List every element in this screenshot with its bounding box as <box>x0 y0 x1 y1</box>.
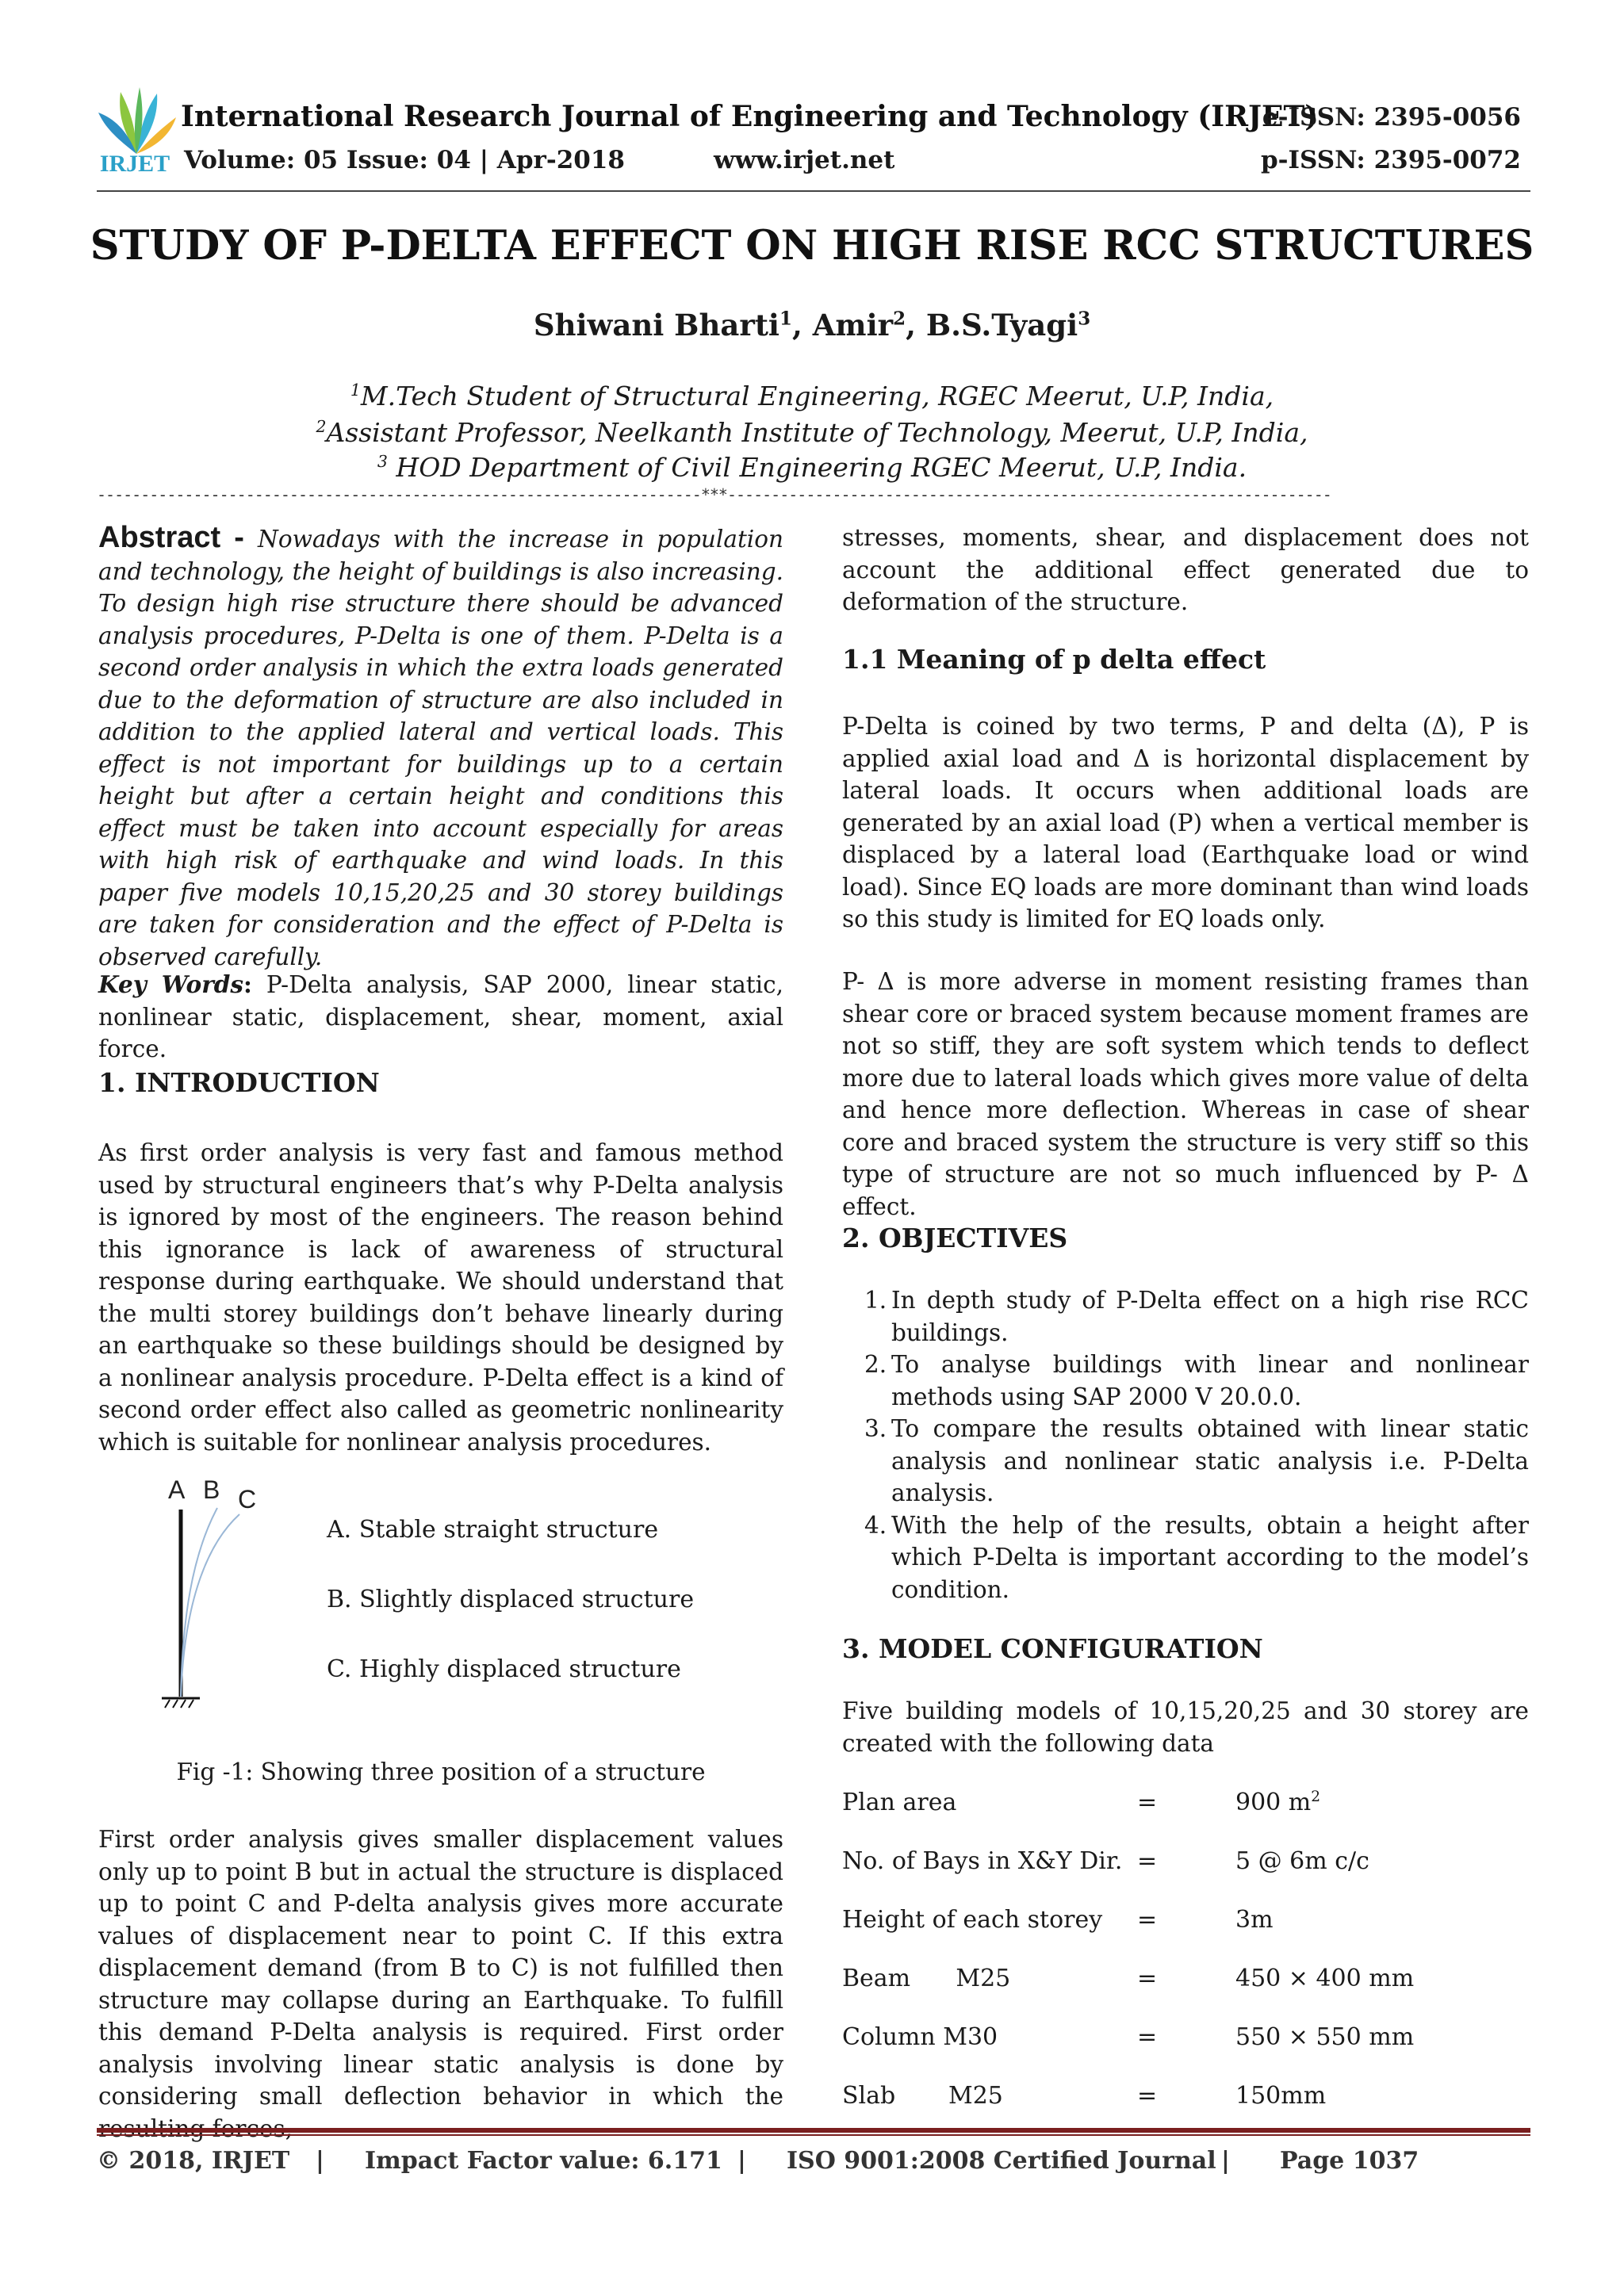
list-text: With the help of the results, obtain a height after which P-Delta is important according to the model’s condition. <box>891 1511 1529 1603</box>
figure-label-c: C. Highly displaced structure <box>327 1655 681 1683</box>
list-text: In depth study of P-Delta effect on a high rise RCC buildings. <box>891 1287 1529 1346</box>
header-rule <box>97 190 1530 192</box>
figure-letter-a: A <box>168 1476 186 1504</box>
footer-rule <box>97 2128 1530 2133</box>
list-item <box>842 1349 1529 1413</box>
journal-name: International Research Journal of Engineering and Technology (IRJET) <box>181 100 1319 133</box>
footer-copyright: © 2018, IRJET <box>97 2147 290 2175</box>
section-heading-introduction: 1. INTRODUCTION <box>98 1067 380 1098</box>
author-sup: 1 <box>779 308 792 330</box>
author-name: B.S.Tyagi <box>925 308 1078 342</box>
journal-website-link[interactable]: www.irjet.net <box>714 146 895 174</box>
objectives-list <box>842 1284 1529 1605</box>
table-value: 550 × 550 mm <box>1235 2023 1415 2051</box>
table-eq: = <box>1137 1789 1158 1816</box>
figure-letter-c: C <box>238 1485 257 1513</box>
abstract <box>98 522 783 973</box>
logo-leaves-icon <box>94 86 179 157</box>
continuation-paragraph: stresses, moments, shear, and displacement does not account the additional effect generated due to deformation of the structure. <box>842 524 1529 615</box>
table-eq: = <box>1137 2082 1158 2110</box>
footer-rule <box>97 2134 1530 2136</box>
figure-letter-b: B <box>203 1476 220 1504</box>
affiliation-text: M.Tech Student of Structural Engineering, RGEC Meerut, U.P, India, <box>360 381 1274 411</box>
volume-issue: Volume: 05 Issue: 04 | Apr-2018 <box>184 146 626 174</box>
table-value: 150mm <box>1235 2082 1327 2110</box>
affiliation-text: Assistant Professor, Neelkanth Institute of Technology, Meerut, U.P, India, <box>326 417 1308 448</box>
keywords-label: Key Words <box>98 970 243 998</box>
intro-paragraph-2: First order analysis gives smaller displacement values only up to point B but in actual the structure is displaced up to point C and P-delta analysis gives more accurate values of displacement near to point C. If this extra displacement demand (from B to C) is not fulfilled then structure may collapse during an Earthquake. To fulfill this demand P-Delta analysis is required. First order analysis involving linear static analysis is done by considering small deflection behavior in which the <box>98 1826 783 2110</box>
footer-iso: ISO 9001:2008 Certified Journal <box>787 2147 1216 2175</box>
logo-text: IRJET <box>99 151 170 177</box>
meaning-paragraph-2: P- Δ is more adverse in moment resisting frames than shear core or braced system because moment frames are not so stiff, they are soft system which tends to deflect more due to lateral loads which gives more value of delta and hence more deflection. Whereas in case of shear core and braced system the structure is very stiff so this type of structure are not so much influenced by P- Δ effect. <box>842 968 1529 1220</box>
table-value: 450 × 400 mm <box>1235 1965 1415 1992</box>
table-label: Column M30 <box>842 2023 998 2051</box>
section-heading-objectives: 2. OBJECTIVES <box>842 1223 1068 1253</box>
affiliation-sup: 2 <box>316 417 327 436</box>
abstract-text: Nowadays with the increase in population and technology, the height of buildings is also increasing. To design high rise structure there should be advanced analysis procedures, P-Delta is one of them. P-Delta is a second order analysis in which the extra loads generated due to the deformation of structure are also included in addition to the applied lateral and vertical loads. This effect is not important for buildings up to a certain height but after a certain height and conditions this effect must be taken into account especially for areas with high risk of earthquake and wind loads. In this paper five models 10,15,20,25 and 30 storey buildings are taken for consideration and the effect of P-Delta is observed carefully. <box>98 526 783 970</box>
footer-page-number: Page 1037 <box>1280 2147 1419 2175</box>
table-value: 5 @ 6m c/c <box>1235 1847 1369 1875</box>
list-number: 3. <box>864 1415 887 1442</box>
affiliation <box>0 452 1624 483</box>
affiliation-text: HOD Department of Civil Engineering RGEC Meerut, U.P, India. <box>387 452 1247 483</box>
footer-separator: | <box>737 2147 746 2175</box>
table-value: 3m <box>1235 1906 1274 1934</box>
footer-impact-factor: Impact Factor value: 6.171 <box>365 2147 722 2175</box>
table-value-text: 900 m <box>1235 1789 1312 1816</box>
table-eq: = <box>1137 1847 1158 1875</box>
table-value-sup: 2 <box>1311 1789 1321 1805</box>
subsection-heading-meaning: 1.1 Meaning of p delta effect <box>842 644 1266 675</box>
figure-column-b <box>181 1508 217 1697</box>
e-issn: e-ISSN: 2395-0056 <box>1262 103 1521 132</box>
list-item <box>842 1510 1529 1606</box>
table-label: Beam M25 <box>842 1965 1011 1992</box>
list-item <box>842 1284 1529 1349</box>
list-number: 2. <box>864 1351 887 1378</box>
keywords: Key Words: P-Delta analysis, SAP 2000, linear static, nonlinear static, displacement, shear, moment, axial force. <box>98 970 783 1062</box>
table-label: Height of each storey <box>842 1906 1103 1934</box>
figure-column-c <box>181 1514 239 1697</box>
table-eq: = <box>1137 2023 1158 2051</box>
footer-separator: | <box>316 2147 324 2175</box>
paper-title: STUDY OF P-DELTA EFFECT ON HIGH RISE RCC STRUCTURES <box>90 222 1534 270</box>
table-label: Slab M25 <box>842 2082 1003 2110</box>
figure-caption: Fig -1: Showing three position of a structure <box>176 1758 706 1785</box>
intro-paragraph-1: As first order analysis is very fast and famous method used by structural engineers that’s why P-Delta analysis is ignored by most of the engineers. The reason behind this ignorance is lack of awareness of structural response during earthquake. We should understand that the multi storey buildings don’t behave linearly during an earthquake so these buildings should be designed by a nonlinear analysis procedure. P-Delta effect is a kind of second order effect also called as geometric nonlinearity which is suitable for nonlinear analysis procedures. <box>98 1139 783 1456</box>
footer-separator: | <box>1221 2147 1230 2175</box>
table-eq: = <box>1137 1906 1158 1934</box>
section-separator: ---------------------------------------------------------------------***--------------------------------------------------------------------- <box>97 485 1331 504</box>
list-text: To compare the results obtained with linear static analysis and nonlinear static analysis i.e. P-Delta analysis. <box>891 1415 1529 1506</box>
model-intro: Five building models of 10,15,20,25 and 30 storey are created with the following data <box>842 1697 1529 1757</box>
table-label: Plan area <box>842 1789 957 1816</box>
table-label: No. of Bays in X&Y Dir. <box>842 1847 1123 1875</box>
p-issn: p-ISSN: 2395-0072 <box>1260 146 1521 174</box>
author-sup: 3 <box>1078 308 1091 330</box>
list-number: 4. <box>864 1511 887 1539</box>
table-value <box>1235 1789 1320 1816</box>
table-eq: = <box>1137 1965 1158 1992</box>
list-text: To analyse buildings with linear and nonlinear methods using SAP 2000 V 20.0.0. <box>891 1351 1529 1410</box>
list-number: 1. <box>864 1287 887 1314</box>
figure-label-b: B. Slightly displaced structure <box>327 1586 695 1613</box>
affiliation <box>0 417 1624 448</box>
author-name: Amir <box>812 308 894 342</box>
author-sup: 2 <box>893 308 906 330</box>
affiliation-sup: 1 <box>350 381 361 400</box>
figure-label-a: A. Stable straight structure <box>327 1516 659 1544</box>
author-list: Shiwani Bharti$^1$, Amir$^2$, B.S.Tyagi$^3$ <box>533 308 1091 342</box>
figure-structure-positions <box>151 1476 325 1714</box>
affiliation <box>0 381 1624 411</box>
meaning-paragraph-1: P-Delta is coined by two terms, P and delta (Δ), P is applied axial load and Δ is horizontal displacement by lateral loads. It occurs when additional loads are generated by an axial load (P) when a vertical member is displaced by a lateral load (Earthquake load or wind load). Since EQ loads are more dominant than wind loads so this study is limited for EQ loads only. <box>842 713 1529 932</box>
list-item <box>842 1413 1529 1510</box>
keywords-text: P-Delta analysis, SAP 2000, linear static, nonlinear static, displacement, shear, moment, axial force. <box>98 971 783 1062</box>
abstract-label: Abstract - <box>98 521 259 554</box>
section-heading-model-configuration: 3. MODEL CONFIGURATION <box>842 1633 1263 1664</box>
affiliation-sup: 3 <box>377 452 388 471</box>
author-name: Shiwani Bharti <box>533 308 779 342</box>
